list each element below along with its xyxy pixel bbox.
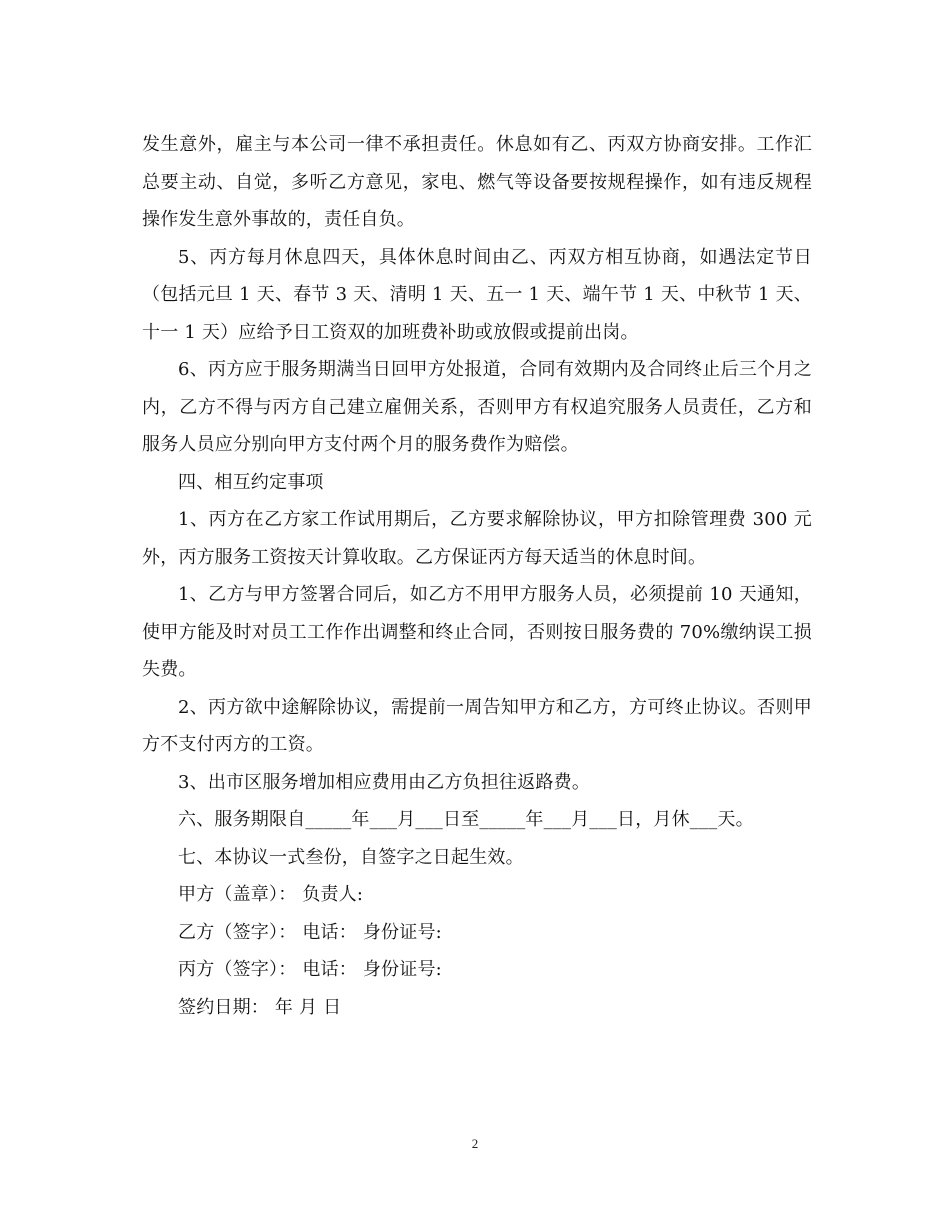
document-body — [142, 126, 812, 1026]
paragraph-7: 2、丙方欲中途解除协议，需提前一周告知甲方和乙方，方可终止协议。否则甲方不支付丙方的工资。 — [142, 696, 812, 755]
paragraph-3: 6、丙方应于服务期满当日回甲方处报道，合同有效期内及合同终止后三个月之内，乙方不得与丙方自己建立雇佣关系，否则甲方有权追究服务人员责任，乙方和服务人员应分别向甲方支付两个月的服务费作为赔偿。 — [142, 359, 812, 455]
signature-party-a: 甲方（盖章）： 负责人: — [178, 884, 364, 905]
paragraph-5: 1、丙方在乙方家工作试用期后，乙方要求解除协议，甲方扣除管理费 300 元外，丙方服务工资按天计算收取。乙方保证丙方每天适当的休息时间。 — [142, 509, 812, 568]
service-period-line: 六、服务期限自_____年___月___日至_____年___月___日，月休___天。 — [178, 809, 754, 830]
signature-party-c: 丙方（签字）： 电话： 身份证号: — [178, 959, 442, 980]
paragraph-1: 发生意外，雇主与本公司一律不承担责任。休息如有乙、丙双方协商安排。工作汇总要主动、自觉，多听乙方意见，家电、燃气等设备要按规程操作，如有违反规程操作发生意外事故的，责任自负。 — [142, 134, 812, 230]
section-heading-mutual-agreement: 四、相互约定事项 — [178, 471, 324, 493]
paragraph-2: 5、丙方每月休息四天，具体休息时间由乙、丙双方相互协商，如遇法定节日（包括元旦 1 天、春节 3 天、清明 1 天、五一 1 天、端午节 1 天、中秋节 1 天、十一 1 天）应给予日工资双的加班费补助或放假或提前出岗。 — [142, 246, 812, 343]
signing-date: 签约日期： 年 月 日 — [178, 996, 342, 1018]
paragraph-8: 3、出市区服务增加相应费用由乙方负担往返路费。 — [178, 771, 591, 793]
signature-party-b: 乙方（签字）： 电话： 身份证号: — [178, 921, 442, 943]
page-number: 2 — [471, 1136, 479, 1151]
effective-clause: 七、本协议一式叁份，自签字之日起生效。 — [178, 846, 524, 868]
paragraph-6: 1、乙方与甲方签署合同后，如乙方不用甲方服务人员，必须提前 10 天通知，使甲方能及时对员工工作作出调整和终止合同，否则按日服务费的 70%缴纳误工损失费。 — [142, 584, 812, 680]
